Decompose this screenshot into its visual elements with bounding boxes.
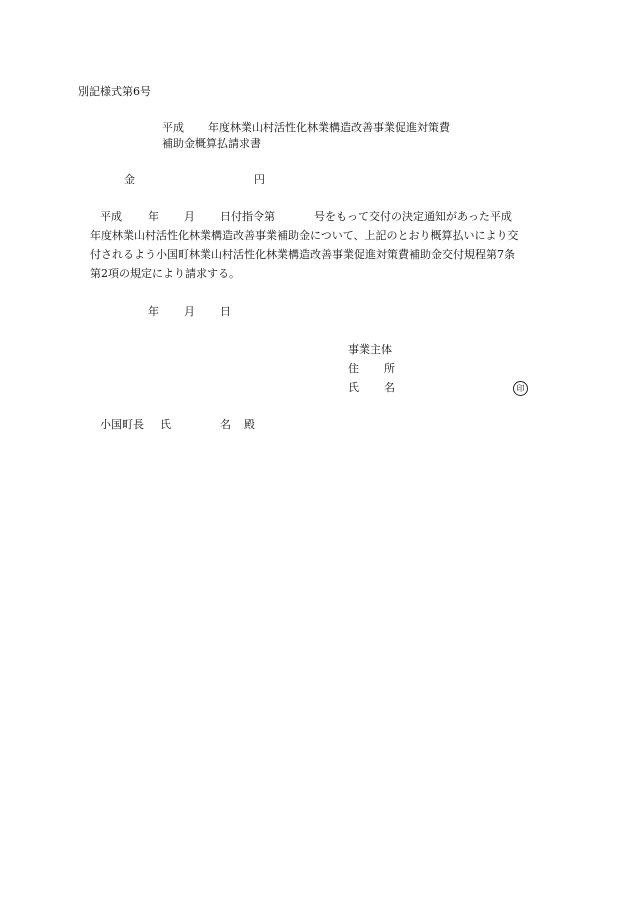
address-label-b: 所 [384,362,395,375]
date-year: 年 [148,305,159,318]
name-label-b: 名 [384,381,395,394]
addressee-name-a: 氏 [160,418,171,431]
title-era: 平成 [162,121,184,134]
amount-label: 金 [124,173,135,186]
date-day: 日 [220,305,231,318]
body-line2: 年度林業山村活性化林業構造改善事業補助金について、上記のとおり概算払いにより交 [90,229,519,242]
form-number: 別記様式第6号 [78,85,151,98]
amount-unit: 円 [254,173,265,186]
body-line4: 第2項の規定により請求する。 [90,267,240,280]
body-era: 平成 [100,210,122,223]
body-month: 月 [184,210,195,223]
addressee-honorific: 殿 [244,418,255,431]
body-line1-rest: 号をもって交付の決定通知があった平成 [314,210,512,223]
address-label-a: 住 [348,362,359,375]
body-order: 日付指令第 [220,210,275,223]
applicant-header: 事業主体 [348,343,392,356]
body-year: 年 [148,210,159,223]
name-label-a: 氏 [348,381,359,394]
date-month: 月 [184,305,195,318]
addressee-name-b: 名 [220,418,231,431]
addressee-title: 小国町長 [100,418,144,431]
title-line1: 年度林業山村活性化林業構造改善事業促進対策費 [208,121,450,134]
title-line2: 補助金概算払請求書 [162,137,261,150]
seal-icon: 印 [513,381,528,396]
body-line3: 付されるよう小国町林業山村活性化林業構造改善事業促進対策費補助金交付規程第7条 [90,248,515,261]
